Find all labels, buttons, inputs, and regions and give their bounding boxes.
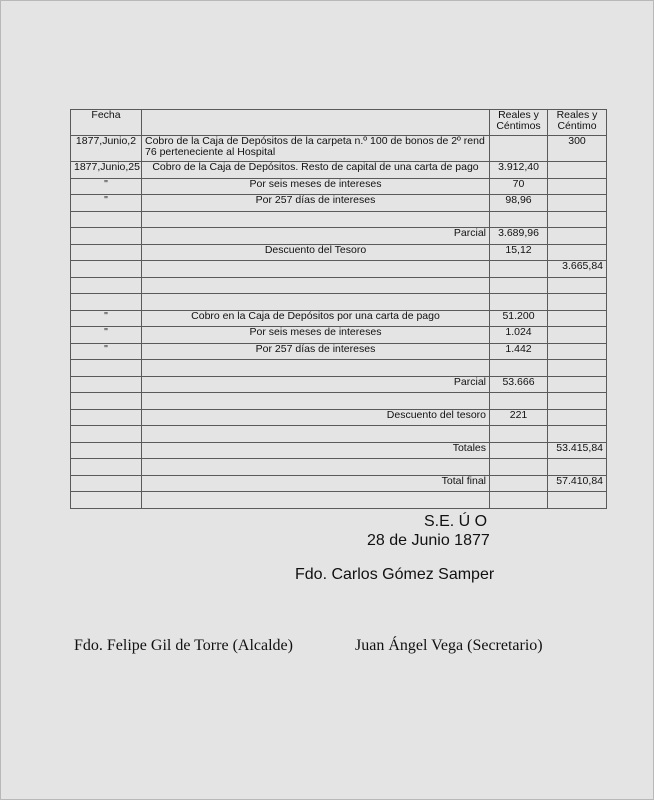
cell-descripcion — [142, 277, 490, 294]
cell-reales-1: 53.666 — [490, 376, 548, 393]
cell-reales-2 — [548, 228, 607, 245]
cell-reales-2 — [548, 393, 607, 410]
signature-alcalde: Fdo. Felipe Gil de Torre (Alcalde) — [74, 637, 293, 654]
cell-descripcion: Por seis meses de intereses — [142, 178, 490, 195]
cell-fecha — [71, 294, 142, 311]
cell-descripcion: Cobro de la Caja de Depósitos. Resto de capital de una carta de pago — [142, 162, 490, 179]
table-row — [71, 360, 607, 377]
cell-reales-2 — [548, 244, 607, 261]
cell-reales-2 — [548, 162, 607, 179]
cell-fecha — [71, 261, 142, 278]
cell-reales-1 — [490, 393, 548, 410]
table-row — [71, 195, 607, 212]
cell-descripcion: Parcial — [142, 228, 490, 245]
cell-reales-1 — [490, 294, 548, 311]
cell-reales-2 — [548, 294, 607, 311]
cell-reales-1 — [490, 459, 548, 476]
header-reales-centimos: Reales y Céntimos — [490, 110, 548, 136]
table-row — [71, 277, 607, 294]
cell-reales-1: 221 — [490, 409, 548, 426]
cell-descripcion — [142, 360, 490, 377]
cell-reales-1 — [490, 492, 548, 509]
cell-descripcion — [142, 393, 490, 410]
cell-reales-2 — [548, 327, 607, 344]
table-row — [71, 426, 607, 443]
signature-secretario: Juan Ángel Vega (Secretario) — [355, 637, 543, 654]
signature-carlos: Fdo. Carlos Gómez Samper — [295, 566, 495, 583]
cell-reales-2 — [548, 277, 607, 294]
cell-fecha — [71, 393, 142, 410]
cell-fecha — [71, 426, 142, 443]
table-row — [71, 244, 607, 261]
cell-fecha — [71, 376, 142, 393]
cell-reales-2 — [548, 310, 607, 327]
table-row — [71, 475, 607, 492]
cell-reales-2 — [548, 376, 607, 393]
cell-descripcion: Por 257 días de intereses — [142, 343, 490, 360]
accounts-table — [70, 109, 607, 509]
table-row — [71, 393, 607, 410]
cell-reales-1: 1.442 — [490, 343, 548, 360]
cell-fecha — [71, 409, 142, 426]
cell-fecha: 1877,Junio,2 — [71, 136, 142, 162]
cell-reales-2: 57.410,84 — [548, 475, 607, 492]
cell-descripcion — [142, 211, 490, 228]
cell-descripcion: Cobro en la Caja de Depósitos por una carta de pago — [142, 310, 490, 327]
header-fecha: Fecha — [71, 110, 142, 136]
cell-reales-1 — [490, 475, 548, 492]
cell-reales-1 — [490, 211, 548, 228]
cell-reales-1: 98,96 — [490, 195, 548, 212]
cell-descripcion — [142, 459, 490, 476]
cell-reales-1: 51.200 — [490, 310, 548, 327]
cell-fecha — [71, 442, 142, 459]
cell-descripcion: Por seis meses de intereses — [142, 327, 490, 344]
cell-reales-1: 3.912,40 — [490, 162, 548, 179]
cell-fecha — [71, 492, 142, 509]
cell-reales-1 — [490, 136, 548, 162]
cell-fecha — [71, 360, 142, 377]
cell-reales-1: 1.024 — [490, 327, 548, 344]
header-reales-centimo: Reales y Céntimo — [548, 110, 607, 136]
table-row — [71, 343, 607, 360]
cell-reales-2 — [548, 360, 607, 377]
cell-descripcion — [142, 426, 490, 443]
cell-reales-2: 300 — [548, 136, 607, 162]
closing-date: 28 de Junio 1877 — [367, 532, 490, 549]
cell-reales-2 — [548, 409, 607, 426]
cell-fecha — [71, 277, 142, 294]
cell-descripcion: Total final — [142, 475, 490, 492]
cell-reales-2 — [548, 459, 607, 476]
table-row — [71, 492, 607, 509]
cell-descripcion: Por 257 días de intereses — [142, 195, 490, 212]
cell-fecha: " — [71, 310, 142, 327]
table-row — [71, 442, 607, 459]
cell-fecha — [71, 228, 142, 245]
cell-fecha — [71, 475, 142, 492]
table-row — [71, 211, 607, 228]
cell-reales-2 — [548, 426, 607, 443]
cell-fecha: 1877,Junio,25 — [71, 162, 142, 179]
seuo-mark: S.E. Ú O — [424, 513, 488, 530]
cell-reales-1 — [490, 261, 548, 278]
cell-fecha: " — [71, 178, 142, 195]
table-row — [71, 136, 607, 162]
cell-reales-1 — [490, 360, 548, 377]
cell-reales-2: 3.665,84 — [548, 261, 607, 278]
cell-reales-1 — [490, 442, 548, 459]
cell-descripcion — [142, 294, 490, 311]
table-row — [71, 261, 607, 278]
cell-reales-1: 70 — [490, 178, 548, 195]
table-header-row — [71, 110, 607, 136]
table-row — [71, 162, 607, 179]
cell-reales-1: 3.689,96 — [490, 228, 548, 245]
cell-fecha — [71, 244, 142, 261]
cell-reales-2 — [548, 343, 607, 360]
cell-reales-1 — [490, 277, 548, 294]
cell-reales-2 — [548, 195, 607, 212]
cell-reales-2: 53.415,84 — [548, 442, 607, 459]
cell-fecha — [71, 211, 142, 228]
table-row — [71, 228, 607, 245]
table-row — [71, 327, 607, 344]
table-row — [71, 178, 607, 195]
cell-reales-1 — [490, 426, 548, 443]
cell-descripcion: Cobro de la Caja de Depósitos de la carpeta n.º 100 de bonos de 2º rend 76 perteneciente al Hospital — [142, 136, 490, 162]
table-row — [71, 294, 607, 311]
cell-fecha: " — [71, 195, 142, 212]
table-row — [71, 459, 607, 476]
cell-reales-2 — [548, 211, 607, 228]
cell-descripcion: Totales — [142, 442, 490, 459]
cell-descripcion — [142, 492, 490, 509]
cell-reales-2 — [548, 178, 607, 195]
cell-descripcion: Descuento del tesoro — [142, 409, 490, 426]
table-row — [71, 409, 607, 426]
cell-fecha: " — [71, 327, 142, 344]
cell-fecha: " — [71, 343, 142, 360]
header-descripcion — [142, 110, 490, 136]
table-row — [71, 376, 607, 393]
cell-descripcion: Descuento del Tesoro — [142, 244, 490, 261]
cell-descripcion — [142, 261, 490, 278]
cell-reales-2 — [548, 492, 607, 509]
cell-descripcion: Parcial — [142, 376, 490, 393]
cell-reales-1: 15,12 — [490, 244, 548, 261]
cell-fecha — [71, 459, 142, 476]
table-row — [71, 310, 607, 327]
